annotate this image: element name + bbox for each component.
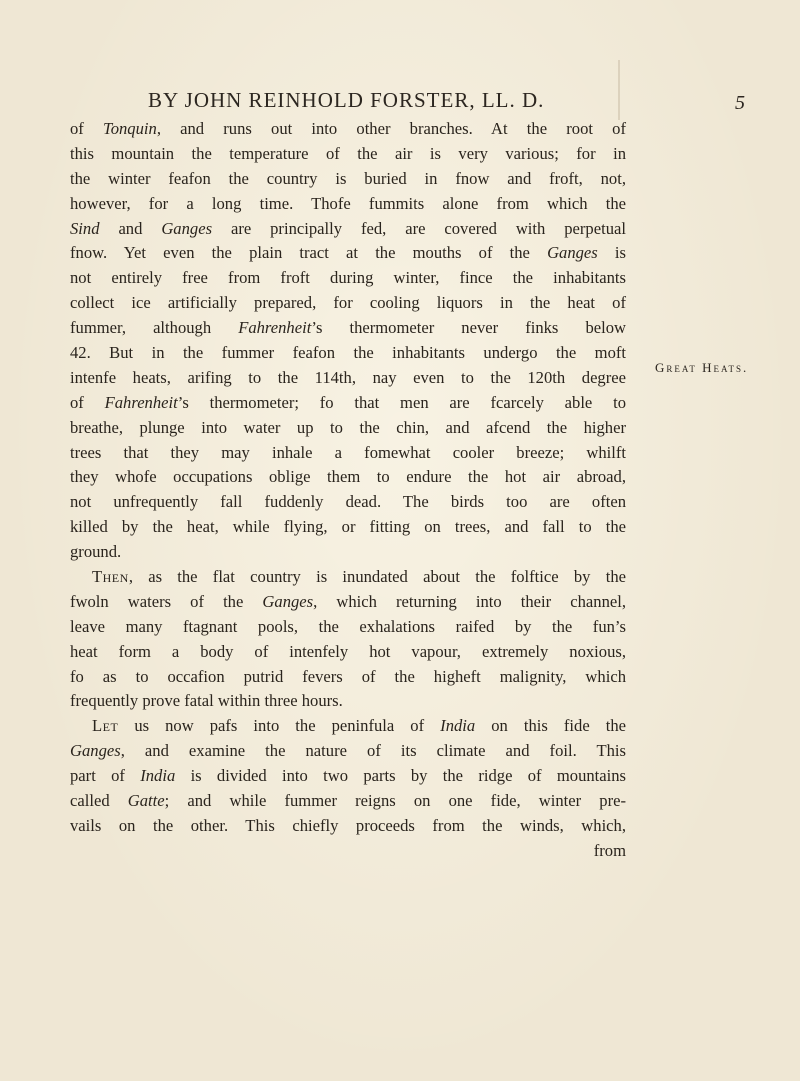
italic-term: Ganges xyxy=(547,243,598,263)
text-line: this mountain the temperature of the air is very various; for in xyxy=(70,143,626,163)
text-line: heat form a body of intenfely hot vapour, extremely noxious, xyxy=(70,641,626,661)
italic-term: Tonquin xyxy=(103,119,157,138)
text-line: fummer, although Fahrenheit’s thermometer never finks below xyxy=(70,318,626,338)
italic-term: Gatte xyxy=(127,791,165,811)
italic-term: India xyxy=(140,766,176,786)
running-head: BY JOHN REINHOLD FORSTER, LL. D. xyxy=(148,88,545,112)
text-line: leave many ftagnant pools, the exhalations raifed by the fun’s xyxy=(70,616,626,636)
text-line: vails on the other. This chiefly proceeds from the winds, which, xyxy=(70,815,626,835)
page-number: 5 xyxy=(735,92,745,114)
paragraph-opening: Then xyxy=(92,567,129,587)
italic-term: Ganges xyxy=(161,218,213,238)
text-line: collect ice artificially prepared, for cooling liquors in the heat of xyxy=(70,293,626,313)
text-line: 42. But in the fummer feafon the inhabitants undergo the moft xyxy=(70,343,626,363)
text-line: of Fahrenheit’s thermometer; fo that men are fcarcely able to xyxy=(70,392,626,412)
paragraph-opening: Let xyxy=(92,716,119,736)
body-text xyxy=(70,117,626,864)
text-line: breathe, plunge into water up to the chin, and afcend the higher xyxy=(70,417,626,437)
text-line: of Tonquin, and runs out into other branches. At the root of xyxy=(70,119,626,138)
page-crease xyxy=(618,60,620,120)
text-line: fnow. Yet even the plain tract at the mouths of the Ganges is xyxy=(70,243,626,263)
text-line: Ganges, and examine the nature of its climate and foil. This xyxy=(70,741,626,761)
catchword: from xyxy=(593,840,626,860)
text-line: Then, as the flat country is inundated about the folftice by the xyxy=(92,567,626,587)
margin-note: Great Heats. xyxy=(655,360,749,375)
text-line: fo as to occafion putrid fevers of the higheft malignity, which xyxy=(70,666,626,686)
text-line: part of India is divided into two parts by the ridge of mountains xyxy=(70,766,626,786)
italic-term: Ganges xyxy=(70,741,121,761)
text-line: however, for a long time. Thofe fummits alone from which the xyxy=(70,193,626,213)
text-line: intenfe heats, arifing to the 114th, nay even to the 120th degree xyxy=(70,367,626,387)
text-line: not unfrequently fall fuddenly dead. The birds too are often xyxy=(70,492,626,512)
text-line: fwoln waters of the Ganges, which returning into their channel, xyxy=(70,591,626,611)
text-line: ground. xyxy=(70,542,122,562)
text-line: the winter feafon the country is buried in fnow and froft, not, xyxy=(70,168,626,188)
italic-term: India xyxy=(440,716,476,736)
text-line: Sind and Ganges are principally fed, are covered with perpetual xyxy=(70,218,626,238)
text-line: Let us now pafs into the peninfula of India on this fide the xyxy=(92,716,626,736)
text-line: trees that they may inhale a fomewhat cooler breeze; whilft xyxy=(70,442,626,462)
italic-term: Fahrenheit xyxy=(104,392,178,412)
italic-term: Ganges xyxy=(262,591,314,611)
text-line: frequently prove fatal within three hours. xyxy=(70,691,343,711)
italic-term: Fahrenheit xyxy=(238,318,312,338)
text-line: they whofe occupations oblige them to endure the hot air abroad, xyxy=(70,467,626,487)
italic-term: Sind xyxy=(70,218,100,238)
text-line: killed by the heat, while flying, or fitting on trees, and fall to the xyxy=(70,517,626,537)
text-line: called Gatte; and while fummer reigns on one fide, winter pre- xyxy=(70,791,626,811)
text-line: not entirely free from froft during winter, fince the inhabitants xyxy=(70,268,626,288)
